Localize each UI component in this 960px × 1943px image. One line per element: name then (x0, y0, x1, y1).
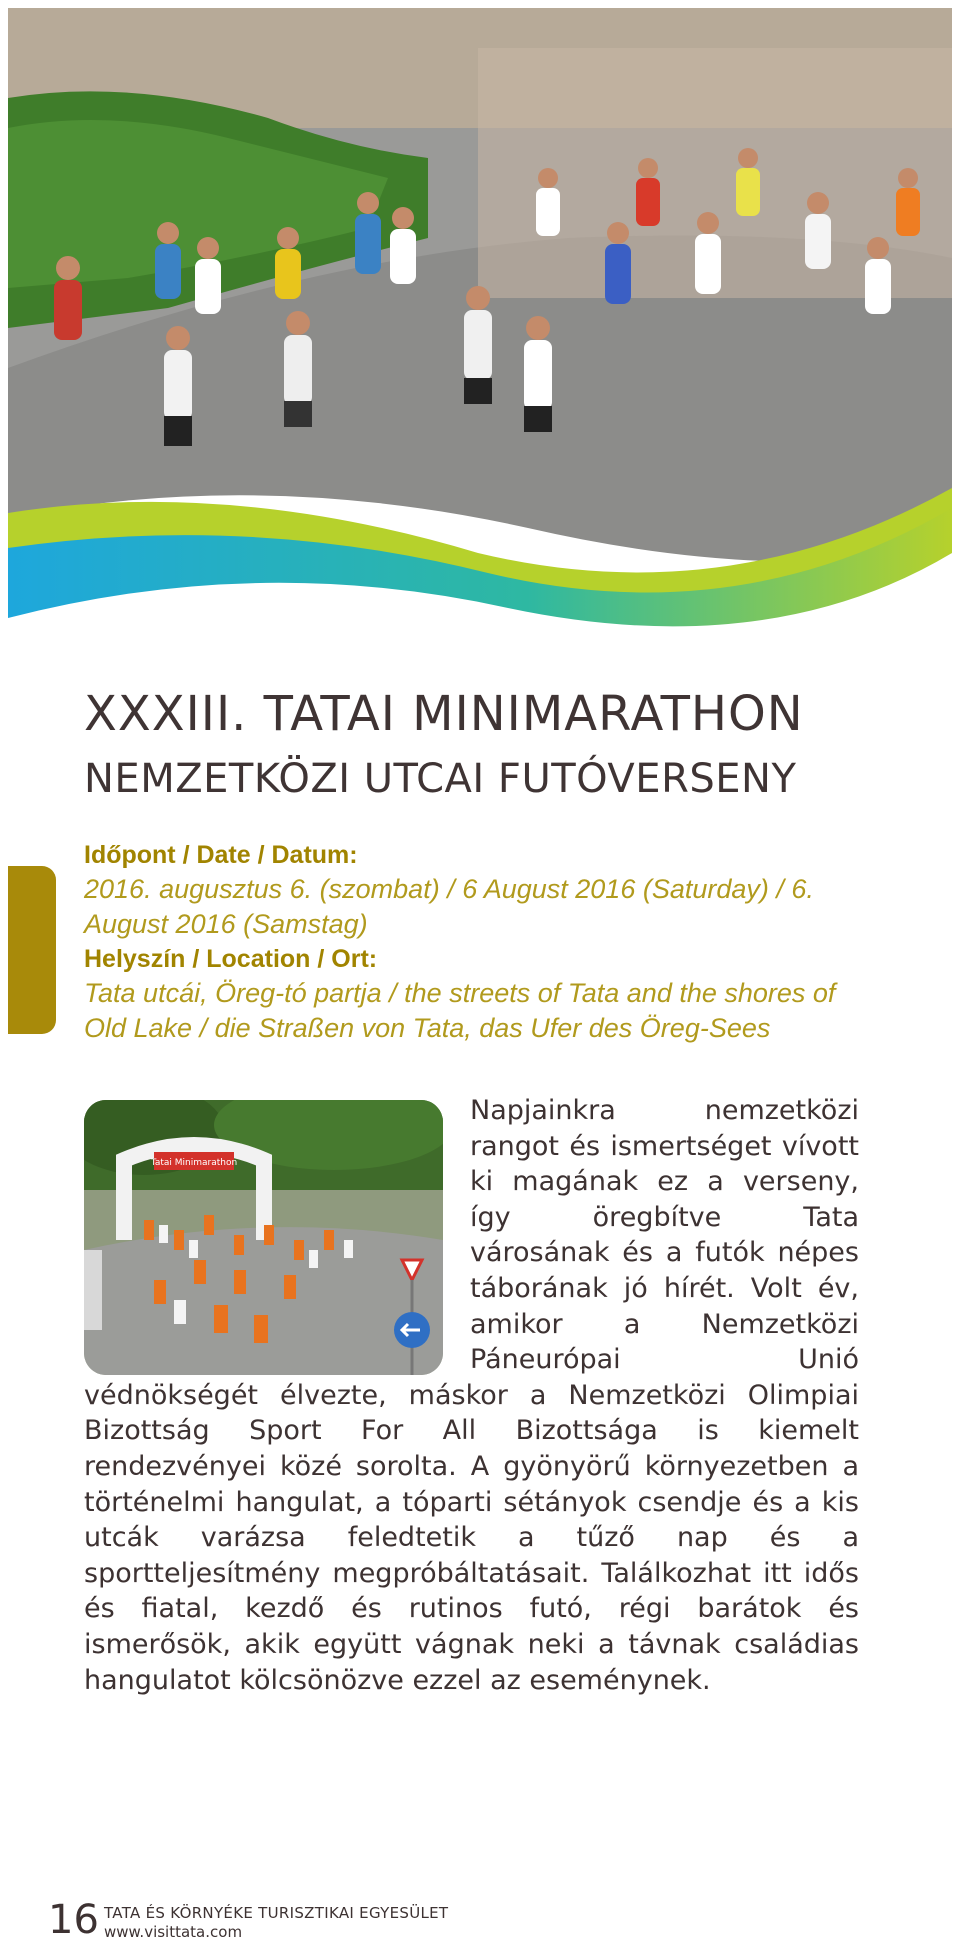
date-value: 2016. augusztus 6. (szombat) / 6 August 2016 (Saturday) / 6. August 2016 (Samstag) (84, 874, 814, 939)
banner-text: Tatai Minimarathon (150, 1158, 238, 1168)
title-line-1: XXXIII. TATAI MINIMARATHON (84, 686, 804, 742)
location-label: Helyszín / Location / Ort: (84, 945, 378, 973)
photo-wrap-spacer (84, 1093, 470, 1376)
page-number: 16 (48, 1897, 99, 1943)
description-text (84, 1093, 859, 1698)
side-tab-marker (8, 866, 56, 1034)
event-info (84, 838, 884, 1046)
footer-url[interactable]: www.visittata.com (104, 1923, 243, 1941)
title-line-2: NEMZETKÖZI UTCAI FUTÓVERSENY (84, 756, 797, 802)
location-value: Tata utcái, Öreg-tó partja / the streets of Tata and the shores of Old Lake / die Straßen von Tata, das Ufer des Öreg-Sees (84, 978, 836, 1043)
date-label: Időpont / Date / Datum: (84, 841, 358, 869)
description-body: Napjainkra nemzetközi rangot és ismertséget vívott ki magának ez a verseny, így öregbítve Tata városának és a futók népes táborának jó hírét. Volt év, amikor a Nemzetközi Páneurópai Unió védnökségét élvezte, máskor a Nemzetközi Olimpiai Bizottság Sport For All Bizottsága is kiemelt rendezvényei közé sorolta. A gyönyörű környezetben a történelmi hangulat, a tóparti sétányok csendje és a kis utcák varázsa feledtetik a tűző nap és a sportteljesítmény megpróbáltatásait. Találkozhat itt idős és fiatal, kezdő és rutinos futó, régi barátok és ismerősök, akik együtt vágnak neki a távnak családias hangulatot kölcsönözve ezzel az eseménynek. (84, 1095, 859, 1696)
hero-photo (8, 8, 952, 648)
footer-organization: TATA ÉS KÖRNYÉKE TURISZTIKAI EGYESÜLET (104, 1904, 449, 1922)
